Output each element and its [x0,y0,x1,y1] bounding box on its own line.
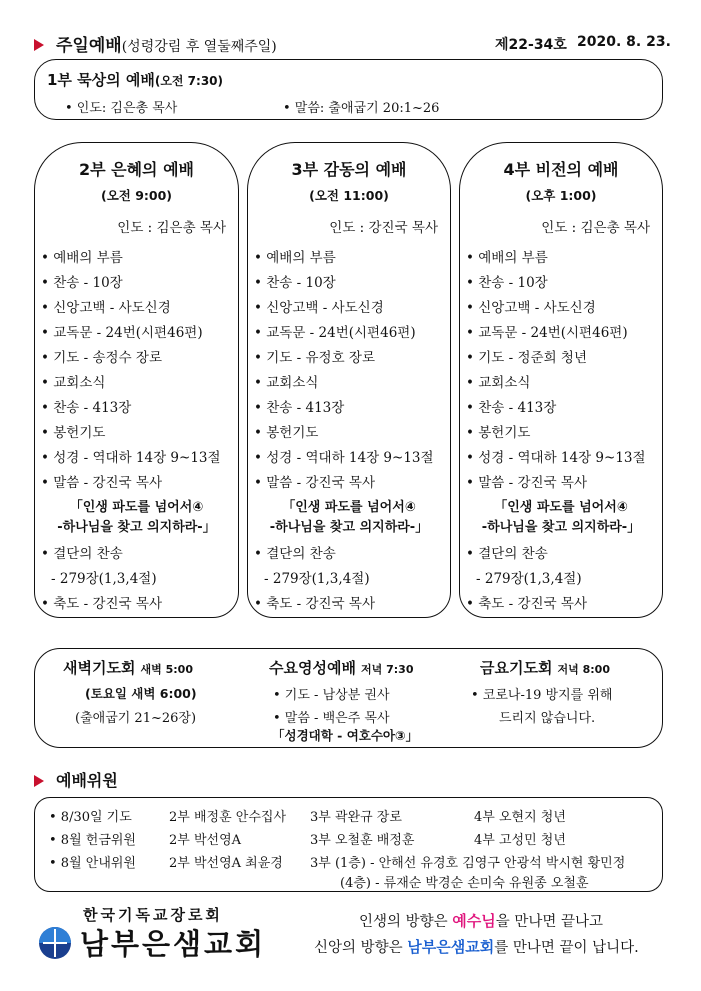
service-time: (오후 1:00) [525,188,597,203]
benediction: • 축도 - 강진국 목사 [41,592,238,617]
church-name: 남부은샘교회 [80,927,267,961]
order-list [460,246,662,617]
order-item: • 기도 - 유정호 장로 [254,346,450,371]
order-item: • 성경 - 역대하 14장 9~13절 [466,446,662,471]
issue-number: 제22-34호 [495,37,567,53]
roster-4th-floor: (4층) - 류재순 박경순 손미숙 유원종 오철훈 [340,876,589,891]
order-item: • 신앙고백 - 사도신경 [466,296,662,321]
service-leader: 인도 : 김은총 목사 [117,220,226,236]
wednesday-title: 수요영성예배 [269,659,356,677]
service-leader: 인도 : 강진국 목사 [329,220,438,236]
issue-date: 2020. 8. 23. [577,34,671,50]
service-leader: 인도 : 김은총 목사 [541,220,650,236]
order-list [248,246,450,617]
benediction: • 축도 - 강진국 목사 [466,592,662,617]
order-item: • 교독문 - 24번(시편46편) [466,321,662,346]
order-item: • 교독문 - 24번(시편46편) [254,321,450,346]
service-title: 4부 비전의 예배 [503,160,619,179]
dawn-saturday: (토요일 새벽 6:00) [85,686,197,701]
motto-line-1: 인생의 방향은 예수님을 만나면 끝나고 [359,912,604,930]
order-item: • 찬송 - 10장 [254,271,450,296]
sermon-title: 「인생 파도를 넘어서④ -하나님을 찾고 의지하라-」 [57,500,216,535]
dawn-time: 새벽 5:00 [140,663,193,676]
motto-jesus: 예수님 [452,912,496,930]
order-item: • 찬송 - 413장 [466,396,662,421]
order-item: • 성경 - 역대하 14장 9~13절 [41,446,238,471]
service-column-3 [247,142,451,618]
motto-church: 남부은샘교회 [407,938,495,956]
service-time: (오전 11:00) [309,188,389,203]
order-item: • 찬송 - 10장 [466,271,662,296]
closing-hymn: • 결단의 찬송 [254,542,450,567]
wednesday-word: • 말씀 - 백은주 목사 [273,711,390,726]
friday-note-1: • 코로나-19 방지를 위해 [471,688,613,703]
closing-hymn-number: - 279장(1,3,4절) [264,571,370,587]
order-item: • 기도 - 정준희 청년 [466,346,662,371]
header-title: 주일예배 [56,36,122,56]
sermon-title: 「인생 파도를 넘어서④ -하나님을 찾고 의지하라-」 [269,500,429,535]
sermon-title: 「인생 파도를 넘어서④ -하나님을 찾고 의지하라-」 [481,500,641,535]
order-item: • 봉헌기도 [254,421,450,446]
roster-label: • 8월 헌금위원 [49,833,136,848]
roster-part3: 3부 (1층) - 안해선 유경호 김영구 안광석 박시현 황민정 [310,856,626,871]
order-item: • 기도 - 송정수 장로 [41,346,238,371]
dawn-title: 새벽기도회 [63,659,136,677]
order-item: • 봉헌기도 [466,421,662,446]
wednesday-prayer: • 기도 - 남상분 권사 [273,688,390,703]
closing-hymn-number: - 279장(1,3,4절) [51,571,157,587]
closing-hymn: • 결단의 찬송 [466,542,662,567]
roster-heading: 예배위원 [56,771,118,790]
order-list [35,246,238,617]
friday-heading [480,657,610,678]
service-column-4 [459,142,663,618]
order-item: • 찬송 - 413장 [254,396,450,421]
service1-leader: • 인도: 김은총 목사 [65,101,178,116]
order-item: • 교회소식 [41,371,238,396]
roster-part3: 3부 오철훈 배정훈 [310,833,415,848]
service1-time: (오전 7:30) [154,74,224,88]
roster-part2: 2부 배정훈 안수집사 [169,810,286,825]
roster-part4: 4부 고성민 청년 [474,833,566,848]
motto-line-2: 신앙의 방향은 남부은샘교회를 만나면 끝이 납니다. [314,938,639,956]
service1-title: 1부 묵상의 예배 [47,71,155,89]
benediction: • 축도 - 강진국 목사 [254,592,450,617]
roster-arrow-icon [34,775,44,787]
order-item: • 교회소식 [254,371,450,396]
order-item: • 찬송 - 10장 [41,271,238,296]
wednesday-sermon: 「성경대학 - 여호수아③」 [272,728,419,743]
wednesday-time: 저녁 7:30 [361,663,414,676]
order-item: • 성경 - 역대하 14장 9~13절 [254,446,450,471]
order-item: • 교독문 - 24번(시편46편) [41,321,238,346]
service-time: (오전 9:00) [100,188,173,203]
closing-hymn: • 결단의 찬송 [41,542,238,567]
service-title: 2부 은혜의 예배 [78,160,194,179]
roster-part2: 2부 박선영A 최윤경 [169,856,283,871]
order-item: • 교회소식 [466,371,662,396]
header-subtitle: (성령강림 후 열둘째주일) [121,39,277,55]
order-item: • 예배의 부름 [466,246,662,271]
roster-box [34,797,663,892]
friday-title: 금요기도회 [480,659,553,677]
roster-label: • 8월 안내위원 [49,856,136,871]
order-item: • 예배의 부름 [254,246,450,271]
order-item: • 신앙고백 - 사도신경 [41,296,238,321]
order-item: • 말씀 - 강진국 목사 [41,471,238,496]
weekday-events-box [34,648,663,748]
service-column-2 [34,142,239,618]
friday-note-2: 드리지 않습니다. [499,711,596,726]
roster-part4: 4부 오현지 청년 [474,810,566,825]
service-title: 3부 감동의 예배 [291,160,407,179]
dawn-text: (출애굽기 21~26장) [75,711,197,726]
wednesday-heading [269,657,414,678]
dawn-prayer-heading [63,657,193,678]
closing-hymn-number: - 279장(1,3,4절) [476,571,582,587]
order-item: • 찬송 - 413장 [41,396,238,421]
service1-word: • 말씀: 출애굽기 20:1~26 [283,101,440,116]
service1-heading [47,69,223,90]
friday-time: 저녁 8:00 [557,663,610,676]
order-item: • 봉헌기도 [41,421,238,446]
order-item: • 신앙고백 - 사도신경 [254,296,450,321]
order-item: • 말씀 - 강진국 목사 [254,471,450,496]
header-arrow-icon [34,39,44,51]
roster-part3: 3부 곽완규 장로 [310,810,402,825]
order-item: • 말씀 - 강진국 목사 [466,471,662,496]
order-item: • 예배의 부름 [41,246,238,271]
service1-box [34,59,663,120]
denomination-name: 한국기독교장로회 [83,906,223,924]
page-title [56,31,277,56]
roster-label: • 8/30일 기도 [49,810,132,825]
church-logo-icon [37,925,73,961]
roster-part2: 2부 박선영A [169,833,242,848]
